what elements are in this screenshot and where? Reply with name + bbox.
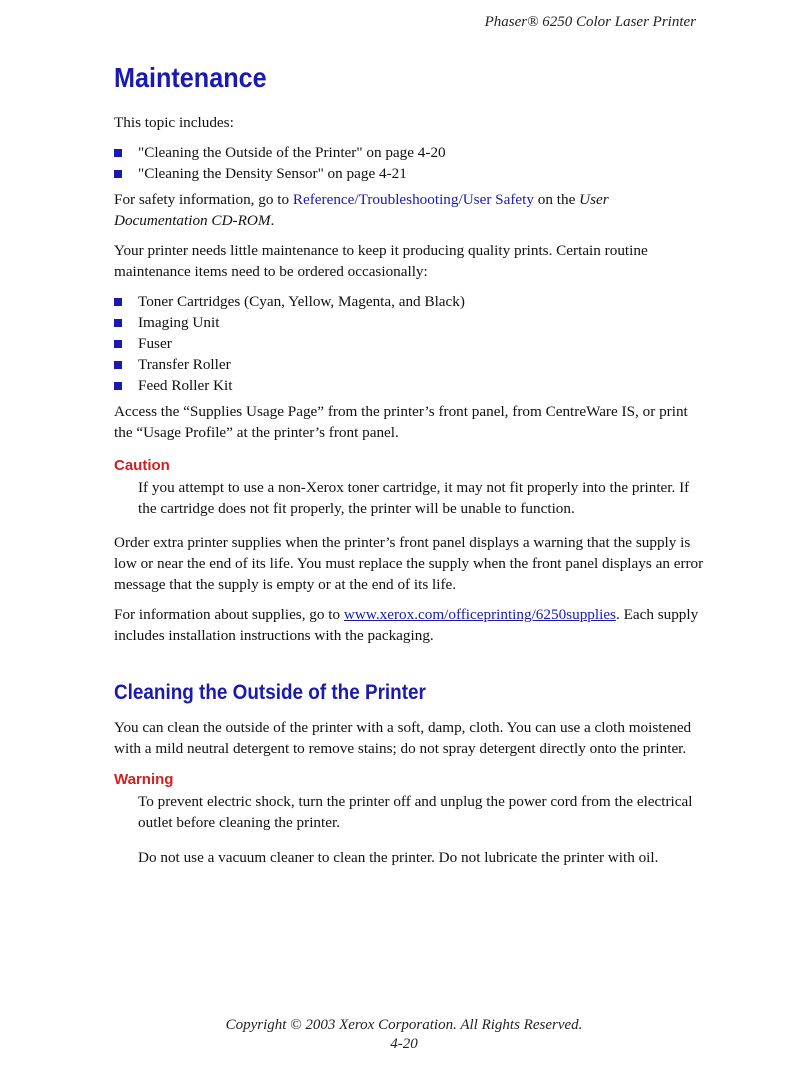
running-header: Phaser® 6250 Color Laser Printer [484,14,696,30]
page-number: 4-20 [390,1036,418,1052]
square-bullet-icon [114,149,122,157]
square-bullet-icon [114,382,122,390]
square-bullet-icon [114,361,122,369]
list-item: Fuser [114,333,704,354]
cleaning-intro: You can clean the outside of the printer with a soft, damp, cloth. You can use a cloth moistened with a mild neutral detergent to remove stains; do not spray detergent directly onto the printer. [114,719,692,757]
supplies-link[interactable]: www.xerox.com/officeprinting/6250supplies [343,606,616,623]
list-item: Toner Cartridges (Cyan, Yellow, Magenta, and Black) [114,291,704,312]
list-item[interactable]: "Cleaning the Outside of the Printer" on page 4-20 [114,142,704,163]
maintenance-items-list [114,291,704,396]
list-item[interactable]: "Cleaning the Density Sensor" on page 4-21 [114,163,704,184]
list-item: Transfer Roller [114,354,704,375]
order-paragraph: Order extra printer supplies when the printer’s front panel displays a warning that the supply is low or near the end of its life. You must replace the supply when the front panel displays an error message that the supply is empty or at the end of its life. [114,534,704,593]
square-bullet-icon [114,319,122,327]
list-item: Feed Roller Kit [114,375,704,396]
square-bullet-icon [114,340,122,348]
section-heading-cleaning: Cleaning the Outside of the Printer [114,681,426,704]
copyright-notice: Copyright © 2003 Xerox Corporation. All Rights Reserved. [225,1017,583,1033]
page-content [114,58,704,877]
user-safety-link[interactable]: Reference/Troubleshooting/User Safety [292,191,534,208]
list-item: Imaging Unit [114,312,704,333]
caution-text: If you attempt to use a non-Xerox toner cartridge, it may not fit properly into the printer. If the cartridge does not fit properly, the printer will be unable to function. [138,479,690,517]
square-bullet-icon [114,170,122,178]
cd-rom-title: User Documentation CD-ROM [114,191,609,229]
supplies-paragraph: For information about supplies, go to www.xerox.com/officeprinting/6250supplies. Each supply includes installation instructions with the packaging. [114,606,699,644]
cleaning-note: Do not use a vacuum cleaner to clean the printer. Do not lubricate the printer with oil. [138,849,659,866]
access-paragraph: Access the “Supplies Usage Page” from the printer’s front panel, from CentreWare IS, or print the “Usage Profile” at the printer’s front panel. [114,403,688,441]
safety-paragraph: For safety information, go to Reference/Troubleshooting/User Safety on the User Documentation CD-ROM. [114,191,609,229]
warning-label: Warning [114,771,174,788]
page-footer [0,1016,808,1054]
warning-text: To prevent electric shock, turn the printer off and unplug the power cord from the electrical outlet before cleaning the printer. [138,793,693,831]
maintenance-intro: Your printer needs little maintenance to keep it producing quality prints. Certain routine maintenance items need to be ordered occasionally: [114,242,648,280]
caution-label: Caution [114,457,170,474]
page-title: Maintenance [114,62,267,93]
topics-intro: This topic includes: [114,114,234,131]
square-bullet-icon [114,298,122,306]
topics-list [114,142,704,184]
